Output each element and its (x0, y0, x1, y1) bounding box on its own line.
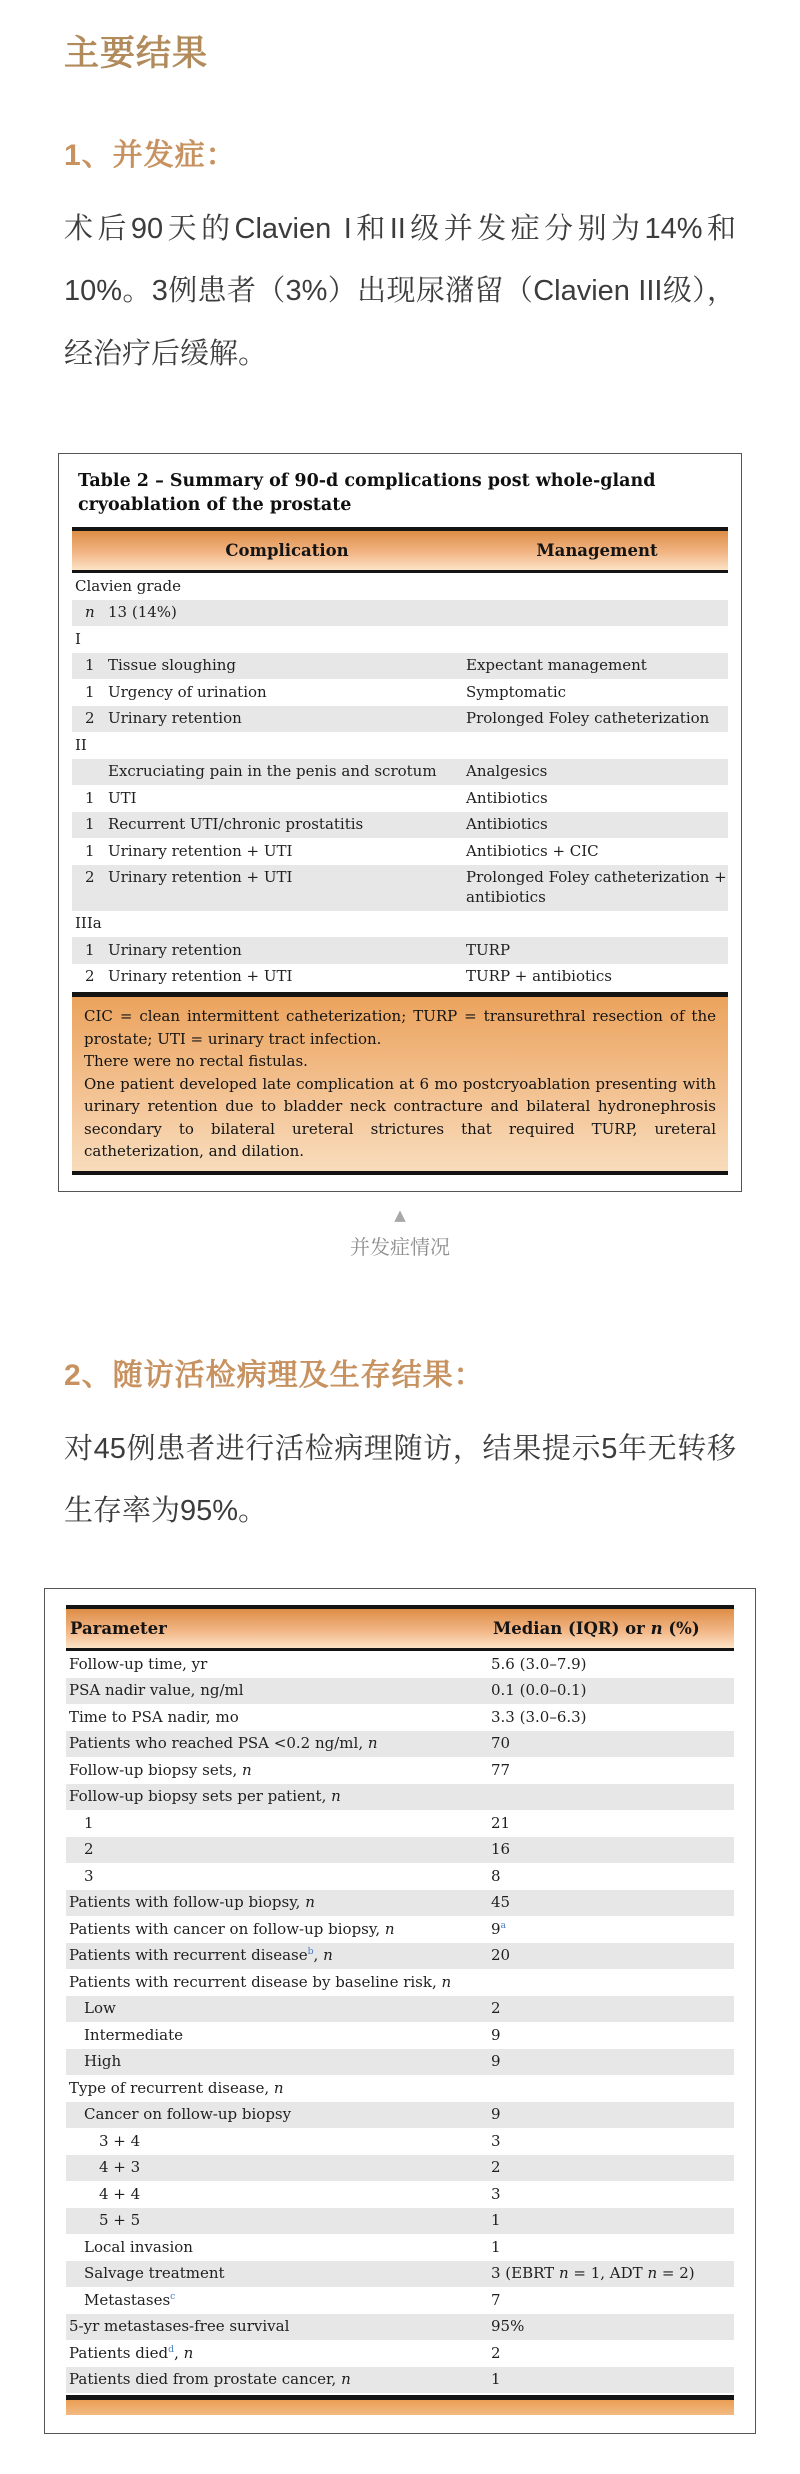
cell-count: 1 (85, 682, 95, 701)
cell-value: 2 (491, 1999, 501, 2018)
cell-value: 95% (491, 2317, 525, 2336)
cell-value: 45 (491, 1893, 511, 1912)
cell-parameter: 4 + 4 (99, 2184, 141, 2203)
cell-parameter: 3 + 4 (99, 2131, 141, 2150)
table-row (66, 1651, 734, 1678)
table-row (72, 937, 728, 964)
table-row (72, 759, 728, 786)
cell-parameter: 2 (84, 1840, 94, 1859)
paragraph-complications: 术后90天的Clavien I和II级并发症分别为14%和10%。3例患者（3%）出现尿潴留（Clavien III级），经治疗后缓解。 (64, 213, 736, 370)
cell-management: Expectant management (466, 656, 647, 675)
table-row (72, 838, 728, 865)
table-notes (72, 992, 728, 1175)
cell-parameter: Patients with follow-up biopsy, n (69, 1893, 315, 1912)
table-header (72, 527, 728, 573)
cell-parameter: 1 (84, 1813, 94, 1832)
section-heading-followup: 2、随访活检病理及生存结果： (64, 1358, 485, 1392)
column-header-value: Median (IQR) or n (%) (493, 1619, 700, 1639)
bottom-spacer (0, 2434, 800, 2474)
table-row (66, 2234, 734, 2261)
cell-value: 8 (491, 1866, 501, 1885)
cell-management: Antibiotics + CIC (466, 841, 599, 860)
cell-parameter: Patients died from prostate cancer, n (69, 2370, 351, 2389)
table-row (72, 653, 728, 680)
cell-value: 70 (491, 1734, 511, 1753)
cell-count: 1 (85, 656, 95, 675)
cell-complication: Recurrent UTI/chronic prostatitis (108, 815, 364, 834)
cell-count: 1 (85, 940, 95, 959)
cell-complication: Tissue sloughing (108, 656, 237, 675)
cell-complication: Urinary retention + UTI (108, 841, 293, 860)
table-row (66, 2022, 734, 2049)
table-row (66, 1890, 734, 1917)
table-row (66, 1810, 734, 1837)
cell-count: 1 (85, 788, 95, 807)
cell-count: 2 (85, 967, 95, 986)
table-row (66, 2287, 734, 2314)
cell-count: n (85, 603, 95, 622)
cell-parameter: Patients with recurrent disease$^b$, n (69, 1946, 333, 1965)
cell-value: 1 (491, 2211, 501, 2230)
table-row (72, 573, 728, 600)
figure-complications-table (58, 453, 742, 1192)
cell-parameter: Cancer on follow-up biopsy (84, 2105, 292, 2124)
table-row (72, 964, 728, 991)
up-arrow-icon: ▲ (394, 1205, 406, 1224)
table-row (66, 2155, 734, 2182)
cell-complication: Urinary retention + UTI (108, 967, 293, 986)
table-row (66, 2128, 734, 2155)
cell-value: 3 (491, 2184, 501, 2203)
cell-parameter: Intermediate (84, 2025, 184, 2044)
section-heading-complications: 1、并发症： (64, 139, 237, 172)
cell-section: I (75, 629, 81, 648)
cell-value: 9 (491, 2025, 501, 2044)
cell-management (466, 603, 728, 623)
paragraph-followup: 对45例患者进行活检病理随访，结果提示5年无转移生存率为95%。 (64, 1432, 736, 1528)
table-row (66, 2367, 734, 2394)
cell-management: Symptomatic (466, 682, 567, 701)
table-row (66, 1678, 734, 1705)
table-note: There were no rectal fistulas. (84, 1052, 308, 1071)
cell-section: Clavien grade (75, 576, 181, 595)
cell-parameter: Patients who reached PSA <0.2 ng/ml, n (69, 1734, 378, 1753)
cell-parameter: Patients died$^d$, n (69, 2343, 194, 2362)
table-row (66, 1837, 734, 1864)
cell-management: TURP + antibiotics (466, 967, 612, 986)
cell-value (489, 2079, 734, 2099)
table-row (72, 679, 728, 706)
table-row (66, 1731, 734, 1758)
table-row (66, 1784, 734, 1811)
cell-management: Analgesics (466, 762, 548, 781)
table-row (72, 626, 728, 653)
table-title: Table 2 – Summary of 90-d complications post whole-gland cryoablation of the prostate (78, 471, 656, 515)
table-row (66, 1969, 734, 1996)
table-footer-strip (66, 2395, 734, 2415)
table-row (66, 1916, 734, 1943)
page-title: 主要结果 (64, 33, 209, 74)
table-row (72, 732, 728, 759)
cell-complication: 13 (14%) (108, 603, 177, 622)
table-row (66, 1704, 734, 1731)
cell-value: 9 (491, 2105, 501, 2124)
cell-parameter: Follow-up time, yr (69, 1654, 208, 1673)
cell-value: 16 (491, 1840, 511, 1859)
cell-count: 1 (85, 841, 95, 860)
cell-count: 1 (85, 815, 95, 834)
cell-value: 2 (491, 2343, 501, 2362)
cell-management: Prolonged Foley catheterization (466, 709, 710, 728)
table-rows (66, 1651, 734, 2393)
cell-parameter: Follow-up biopsy sets, n (69, 1760, 252, 1779)
cell-value: 2 (491, 2158, 501, 2177)
cell-value: 21 (491, 1813, 511, 1832)
table-row (72, 812, 728, 839)
cell-parameter: Follow-up biopsy sets per patient, n (69, 1787, 341, 1806)
cell-value: 1 (491, 2370, 501, 2389)
table-row (66, 2181, 734, 2208)
table-row (72, 785, 728, 812)
cell-parameter: Patients with recurrent disease by baseline risk, n (69, 1972, 452, 1991)
table-note: One patient developed late complication at 6 mo postcryoablation presenting with urinary retention due to bladder neck contracture and bilateral hydronephrosis secondary to bilateral ureteral strictures that required TURP, ureteral catheterization, and dilation. (84, 1074, 716, 1161)
cell-parameter: Metastases$^c$ (84, 2290, 176, 2309)
cell-complication: Urgency of urination (108, 682, 267, 701)
table-row (66, 2075, 734, 2102)
table-row (72, 911, 728, 938)
cell-parameter: Salvage treatment (84, 2264, 225, 2283)
cell-value: 0.1 (0.0–0.1) (491, 1681, 587, 1700)
cell-parameter: 5 + 5 (99, 2211, 141, 2230)
cell-management: TURP (466, 940, 511, 959)
table-row (72, 865, 728, 911)
cell-complication: UTI (108, 788, 137, 807)
cell-value: 3 (491, 2131, 501, 2150)
cell-value: 7 (491, 2290, 501, 2309)
cell-parameter: Local invasion (84, 2237, 193, 2256)
table-row (72, 600, 728, 627)
table-rows (72, 573, 728, 990)
cell-count: 2 (85, 868, 95, 887)
cell-section: II (75, 735, 87, 754)
table-row (66, 2102, 734, 2129)
cell-management: Antibiotics (466, 815, 548, 834)
cell-parameter: PSA nadir value, ng/ml (69, 1681, 244, 1700)
cell-value (489, 1787, 734, 1807)
table-row (72, 706, 728, 733)
cell-value: 1 (491, 2237, 501, 2256)
figure-caption: 并发症情况 (350, 1236, 450, 1259)
table-note: CIC = clean intermittent catheterization; TURP = transurethral resection of the prostate; UTI = urinary tract infection. (84, 1007, 716, 1048)
figure-followup-table (44, 1588, 756, 2434)
cell-value (489, 1973, 734, 1993)
cell-complication: Excruciating pain in the penis and scrotum (108, 762, 437, 781)
table-row (66, 1943, 734, 1970)
column-header-management: Management (536, 541, 658, 561)
cell-count (72, 762, 108, 782)
cell-parameter: Time to PSA nadir, mo (69, 1707, 239, 1726)
cell-count: 2 (85, 709, 95, 728)
table-header (66, 1605, 734, 1651)
column-header-parameter: Parameter (70, 1619, 167, 1639)
cell-parameter: Type of recurrent disease, n (69, 2078, 284, 2097)
cell-parameter: High (84, 2052, 122, 2071)
cell-management: Prolonged Foley catheterization + antibiotics (466, 868, 727, 906)
table-row (66, 1863, 734, 1890)
cell-complication: Urinary retention (108, 709, 242, 728)
table-row (66, 2049, 734, 2076)
cell-value: 77 (491, 1760, 511, 1779)
cell-value: 9$^a$ (491, 1919, 507, 1938)
cell-value: 5.6 (3.0–7.9) (491, 1654, 587, 1673)
cell-parameter: 3 (84, 1866, 94, 1885)
column-header-complication: Complication (225, 541, 349, 561)
cell-parameter: 5-yr metastases-free survival (69, 2317, 290, 2336)
cell-value: 9 (491, 2052, 501, 2071)
cell-complication: Urinary retention + UTI (108, 868, 293, 887)
cell-management: Antibiotics (466, 788, 548, 807)
table-row (66, 1996, 734, 2023)
cell-parameter: Low (84, 1999, 116, 2018)
cell-parameter: 4 + 3 (99, 2158, 141, 2177)
table-row (66, 1757, 734, 1784)
cell-complication: Urinary retention (108, 940, 242, 959)
table-row (66, 2314, 734, 2341)
cell-parameter: Patients with cancer on follow-up biopsy, n (69, 1919, 395, 1938)
cell-value: 20 (491, 1946, 511, 1965)
table-row (66, 2261, 734, 2288)
table-row (66, 2208, 734, 2235)
cell-section: IIIa (75, 914, 102, 933)
cell-value: 3 (EBRT n = 1, ADT n = 2) (491, 2264, 695, 2283)
cell-value: 3.3 (3.0–6.3) (491, 1707, 587, 1726)
table-row (66, 2340, 734, 2367)
